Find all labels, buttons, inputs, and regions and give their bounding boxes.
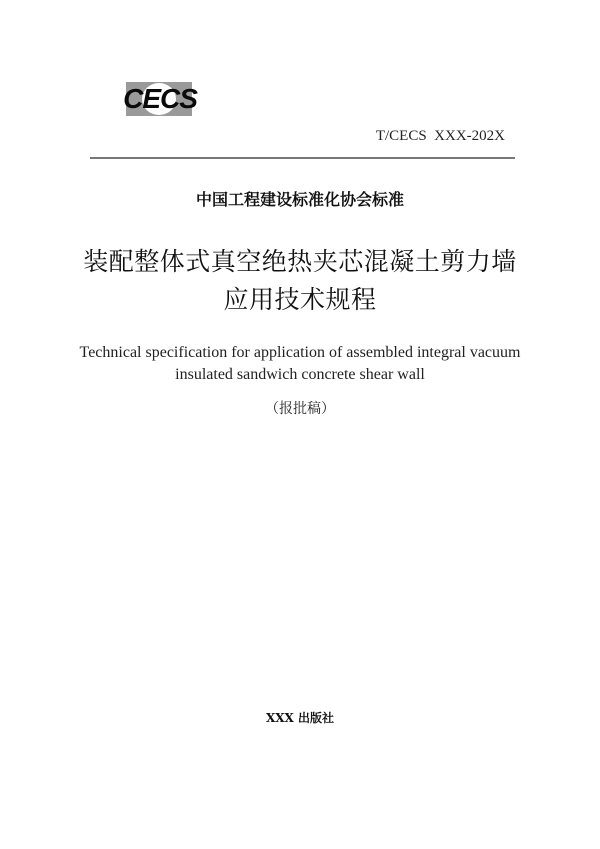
association-name: 中国工程建设标准化协会标准: [195, 190, 404, 209]
standard-number: T/CECS XXX-202X: [375, 128, 505, 144]
title-english-line-2: insulated sandwich concrete shear wall: [175, 366, 425, 383]
title-chinese-line-2: 应用技术规程: [223, 285, 377, 314]
draft-status: （报批稿）: [265, 401, 335, 417]
title-english-line-1: Technical specification for application of assembled integral vacuum: [79, 344, 521, 361]
cecs-logo: [116, 78, 202, 120]
header-divider: [90, 157, 515, 159]
title-chinese-line-1: 装配整体式真空绝热夹芯混凝土剪力墙: [83, 247, 517, 276]
logo-text: CECS: [123, 83, 197, 114]
publisher-name: XXX 出版社: [265, 711, 335, 725]
